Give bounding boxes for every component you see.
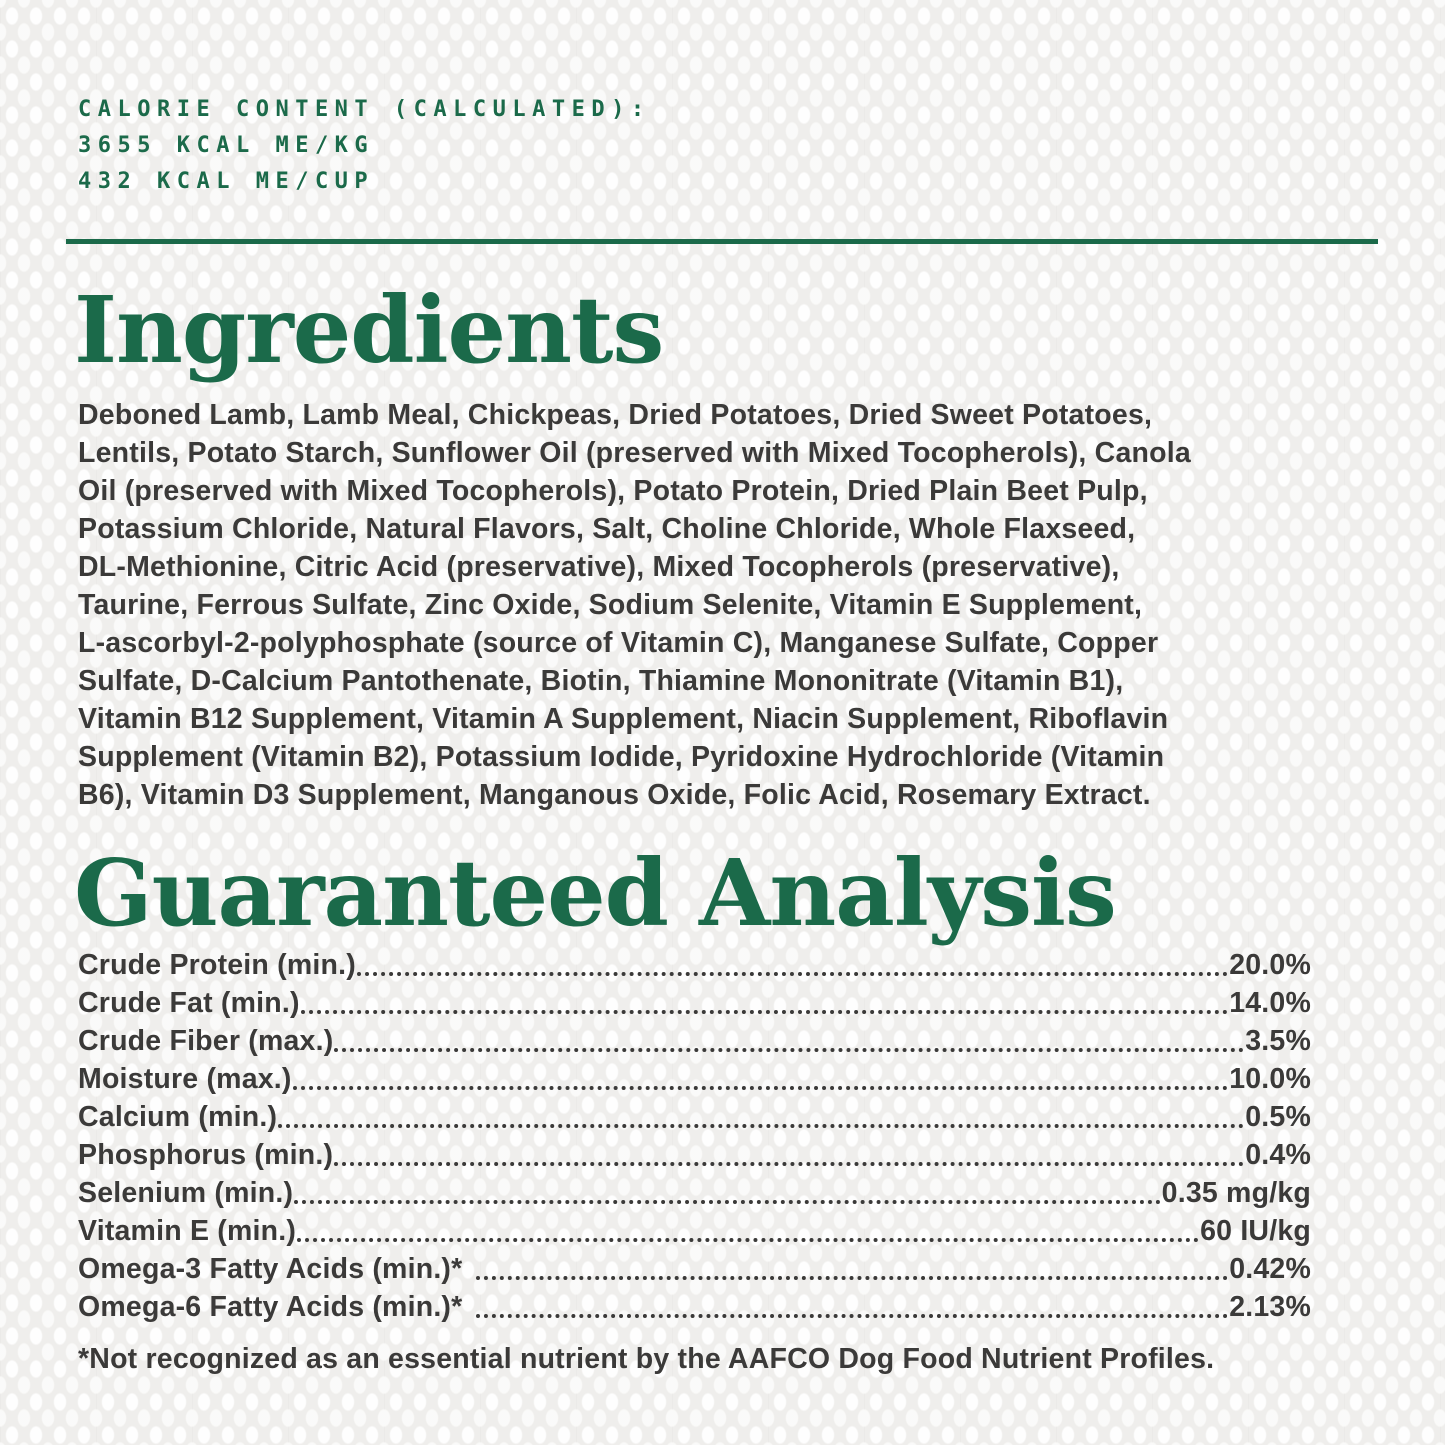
analysis-row-label: Omega-6 Fatty Acids (min.)*	[78, 1291, 463, 1323]
ingredients-line: Vitamin B12 Supplement, Vitamin A Supplement, Niacin Supplement, Riboflavin	[78, 703, 1169, 735]
analysis-row-value: 20.0%	[1229, 949, 1311, 981]
analysis-row-label: Vitamin E (min.)	[78, 1215, 297, 1247]
ingredients-line: Taurine, Ferrous Sulfate, Zinc Oxide, Sodium Selenite, Vitamin E Supplement,	[78, 589, 1143, 621]
analysis-row-value: 14.0%	[1229, 987, 1311, 1019]
dot-leader	[476, 1242, 1228, 1280]
dot-leader	[278, 1090, 1244, 1128]
ingredients-line: Potassium Chloride, Natural Flavors, Salt, Choline Chloride, Whole Flaxseed,	[78, 513, 1136, 545]
analysis-row-value: 0.5%	[1245, 1101, 1311, 1133]
ingredients-line: DL-Methionine, Citric Acid (preservative), Mixed Tocopherols (preservative),	[78, 551, 1120, 583]
analysis-row-value: 3.5%	[1245, 1025, 1311, 1057]
calorie-kcal-per-kg: 3655 KCAL ME/KG	[78, 133, 375, 158]
guaranteed-analysis-table	[78, 946, 1311, 1326]
analysis-row-label: Crude Fiber (max.)	[78, 1025, 334, 1057]
dot-leader	[301, 976, 1228, 1014]
analysis-row-value: 2.13%	[1229, 1291, 1311, 1323]
dot-leader	[357, 938, 1228, 976]
dot-leader	[293, 1052, 1229, 1090]
analysis-row-value: 0.4%	[1245, 1139, 1311, 1171]
analysis-row-label: Crude Fat (min.)	[78, 987, 300, 1019]
analysis-row-value: 0.35 mg/kg	[1161, 1177, 1311, 1209]
dot-leader	[294, 1166, 1160, 1204]
analysis-row-value: 60 IU/kg	[1200, 1215, 1311, 1247]
calorie-content-title: CALORIE CONTENT (CALCULATED):	[78, 97, 651, 122]
aafco-footnote: *Not recognized as an essential nutrient by the AAFCO Dog Food Nutrient Profiles.	[78, 1343, 1215, 1375]
calorie-kcal-per-cup: 432 KCAL ME/CUP	[78, 169, 375, 194]
dot-leader	[334, 1128, 1244, 1166]
ingredients-list	[78, 396, 1408, 814]
ingredients-line: Deboned Lamb, Lamb Meal, Chickpeas, Dried Potatoes, Dried Sweet Potatoes,	[78, 399, 1153, 431]
analysis-row	[78, 1288, 1311, 1326]
analysis-row-value: 0.42%	[1229, 1253, 1311, 1285]
ingredients-line: Lentils, Potato Starch, Sunflower Oil (preserved with Mixed Tocopherols), Canola	[78, 437, 1191, 469]
ingredients-heading: Ingredients	[74, 276, 664, 384]
analysis-row-label: Moisture (max.)	[78, 1063, 292, 1095]
analysis-row-label: Crude Protein (min.)	[78, 949, 356, 981]
dot-leader	[476, 1280, 1228, 1318]
calorie-content-block	[78, 92, 651, 200]
ingredients-line: L-ascorbyl-2-polyphosphate (source of Vitamin C), Manganese Sulfate, Copper	[78, 627, 1159, 659]
analysis-row-label: Omega-3 Fatty Acids (min.)*	[78, 1253, 463, 1285]
analysis-row-value: 10.0%	[1229, 1063, 1311, 1095]
guaranteed-analysis-heading: Guaranteed Analysis	[74, 839, 1116, 947]
analysis-row-label: Selenium (min.)	[78, 1177, 294, 1209]
ingredients-line: Supplement (Vitamin B2), Potassium Iodide, Pyridoxine Hydrochloride (Vitamin	[78, 741, 1165, 773]
ingredients-line: B6), Vitamin D3 Supplement, Manganous Oxide, Folic Acid, Rosemary Extract.	[78, 779, 1151, 811]
dot-leader	[334, 1014, 1244, 1052]
analysis-row-label: Phosphorus (min.)	[78, 1139, 334, 1171]
ingredients-line: Oil (preserved with Mixed Tocopherols), Potato Protein, Dried Plain Beet Pulp,	[78, 475, 1148, 507]
section-divider	[66, 239, 1378, 244]
analysis-row-label: Calcium (min.)	[78, 1101, 278, 1133]
ingredients-line: Sulfate, D-Calcium Pantothenate, Biotin, Thiamine Mononitrate (Vitamin B1),	[78, 665, 1124, 697]
dot-leader	[297, 1204, 1199, 1242]
